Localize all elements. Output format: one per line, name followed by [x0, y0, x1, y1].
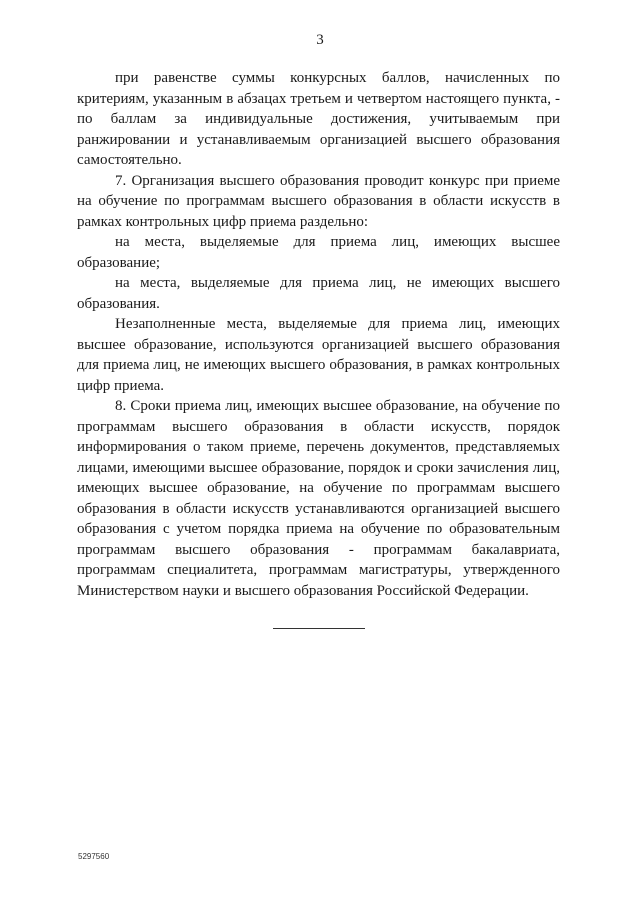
paragraph-places-without-degree: на места, выделяемые для приема лиц, не имеющих высшего образования.: [77, 275, 560, 312]
paragraph-unfilled-places: Незаполненные места, выделяемые для приема лиц, имеющих высшее образование, используются организацией высшего образования для приема лиц, не имеющих высшего образования, в рамках контрольных цифр приема.: [77, 316, 560, 394]
paragraph-item-7: 7. Организация высшего образования проводит конкурс при приеме на обучение по программам высшего образования в области искусств в рамках контрольных цифр приема раздельно:: [77, 172, 560, 230]
paragraph-places-with-degree: на места, выделяемые для приема лиц, имеющих высшее образование;: [77, 234, 560, 271]
document-code: 5297560: [78, 852, 110, 861]
paragraph-item-8: 8. Сроки приема лиц, имеющих высшее образование, на обучение по программам высшего образования в области искусств, порядок информирования о таком приеме, перечень документов, представляемых лицами, имеющими высшее образование, порядок и сроки зачисления лиц, имеющих высшее образование, на обучение по программам высшего образования в области искусств устанавливаются организацией высшего образования с учетом порядка приема на обучение по образовательным программам высшего образования - программам бакалавриата, программам специалитета, программам магистратуры, утвержденного Министерством науки и высшего образования Российской Федерации.: [77, 398, 560, 599]
document-body: [77, 68, 560, 601]
page-number: 3: [316, 32, 324, 48]
paragraph-tiebreak: при равенстве суммы конкурсных баллов, начисленных по критериям, указанным в абзацах третьем и четвертом настоящего пункта, - по баллам за индивидуальные достижения, учитываемым при ранжировании и устанавливаемым организацией высшего образования самостоятельно.: [77, 70, 560, 168]
end-separator-line: [273, 628, 365, 629]
